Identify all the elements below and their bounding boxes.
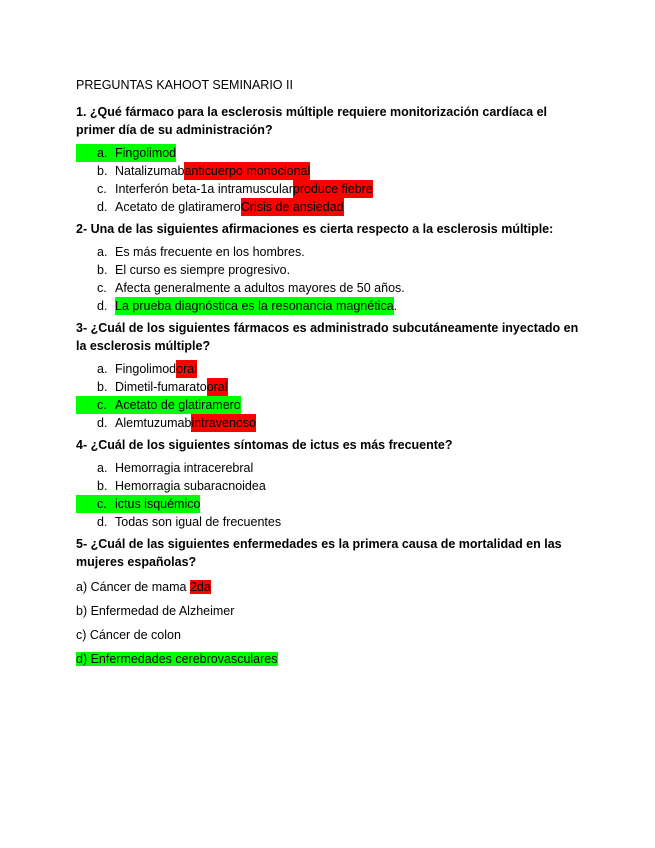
option-5c [76,626,586,644]
option-text: a) Cáncer de mama [76,580,190,594]
option-marker: b. [97,380,108,394]
question-3: 3- ¿Cuál de los siguientes fármacos es administrado subcutáneamente inyectado en la esclerosis múltiple? [76,321,579,353]
question-2-options [76,243,586,315]
option-text: Fingolimod [115,362,177,376]
option-text: Acetato de glatiramero [115,200,241,214]
question-4: 4- ¿Cuál de los siguientes síntomas de ictus es más frecuente? [76,438,453,452]
option-marker: a. [97,245,108,259]
question-1: 1. ¿Qué fármaco para la esclerosis múltiple requiere monitorización cardíaca el primer día de su administración? [76,105,548,137]
option-note-wrong: Crisis de ansiedad [240,200,344,214]
option-note: . [393,299,398,313]
option-1b [76,162,586,180]
option-1d [76,198,586,216]
option-5d [76,650,586,668]
option-marker: c. [76,396,115,414]
question-1-options [76,144,586,216]
option-marker: c. [76,495,115,513]
option-note-wrong: oral [176,362,197,376]
option-marker: a. [97,362,108,376]
question-4-options [76,459,586,531]
question-5: 5- ¿Cuál de las siguientes enfermedades es la primera causa de mortalidad en las mujeres españolas? [76,537,562,569]
option-text: b) Enfermedad de Alzheimer [76,604,235,618]
option-marker: b. [97,164,108,178]
option-note-wrong: anticuerpo monoclonal [184,164,311,178]
option-marker: c. [97,281,107,295]
option-5b [76,602,586,620]
option-text-correct: d) Enfermedades cerebrovasculares [76,652,278,666]
option-2a [76,243,586,261]
option-marker: d. [97,416,108,430]
option-marker: d. [97,515,108,529]
option-text: Todas son igual de frecuentes [115,515,282,529]
option-text: Interferón beta-1a intramuscular [115,182,293,196]
option-4c [76,495,586,513]
option-4a [76,459,586,477]
option-text: Alemtuzumab [115,416,192,430]
option-note-wrong: produce fiebre [292,182,373,196]
option-2b [76,261,586,279]
option-marker: b. [97,263,108,277]
option-text: Es más frecuente en los hombres. [115,245,305,259]
option-note-wrong: oral [206,380,228,394]
option-marker: c. [97,182,107,196]
option-text: Natalizumab [115,164,185,178]
option-marker: b. [97,479,108,493]
option-1a [76,144,586,162]
option-3a [76,360,586,378]
option-text-correct: Fingolimod [115,146,177,160]
option-5a [76,578,586,596]
question-3-options [76,360,586,432]
document-title: PREGUNTAS KAHOOT SEMINARIO II [76,78,293,92]
option-marker: d. [97,299,108,313]
option-3d [76,414,586,432]
option-4b [76,477,586,495]
option-3b [76,378,586,396]
option-text: El curso es siempre progresivo. [115,263,291,277]
option-text-correct: La prueba diagnóstica es la resonancia magnética [115,299,394,313]
option-text: c) Cáncer de colon [76,628,181,642]
document-page [76,76,586,674]
option-note-wrong: intravenoso [191,416,257,430]
option-text: Dimetil-fumarato [115,380,207,394]
option-4d [76,513,586,531]
option-marker: a. [97,461,108,475]
option-2c [76,279,586,297]
option-text: Afecta generalmente a adultos mayores de 50 años. [115,281,405,295]
option-note-wrong: 2da [189,580,211,594]
option-marker: d. [97,200,108,214]
option-marker: a. [76,144,115,162]
option-text: Hemorragia intracerebral [115,461,254,475]
option-text-correct: ictus isquémico [115,497,201,511]
option-1c [76,180,586,198]
option-text: Hemorragia subaracnoidea [115,479,266,493]
question-2: 2- Una de las siguientes afirmaciones es cierta respecto a la esclerosis múltiple: [76,222,554,236]
option-3c [76,396,586,414]
option-text-correct: Acetato de glatiramero [115,398,241,412]
option-2d [76,297,586,315]
